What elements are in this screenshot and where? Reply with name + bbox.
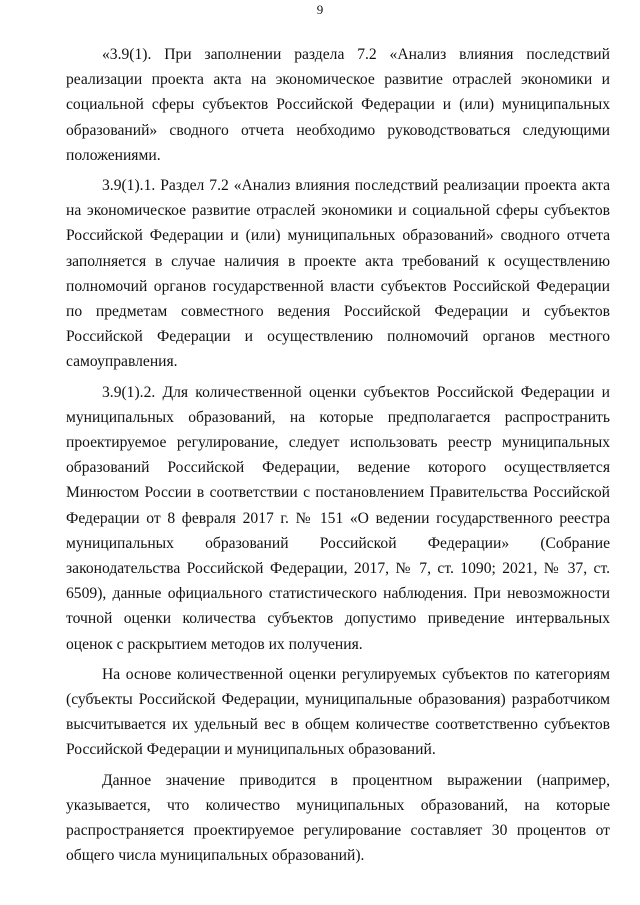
paragraph-percent-expression: Данное значение приводится в процентном выражении (например, указывается, что количество муниципальных образований, на которые распространяется проектируемое регулирование составляет 30 процентов от общего числа муниципальных образований). — [66, 771, 610, 865]
paragraph-share-calculation: На основе количественной оценки регулируемых субъектов по категориям (субъекты Российской Федерации, муниципальные образования) разработчиком высчитывается их удельный вес в общем количестве соответственно субъектов Российской Федерации и муниципальных образований. — [66, 665, 610, 759]
paragraph-3-9-1-1: 3.9(1).1. Раздел 7.2 «Анализ влияния последствий реализации проекта акта на экономическое развитие отраслей экономики и социальной сферы субъектов Российской Федерации и (или) муниципальных образований» сводного отчета заполняется в случае наличия в проекте акта требований к осуществлению полномочий органов государственной власти субъектов Российской Федерации по предметам совместного ведения Российской Федерации и субъектов Российской Федерации и осуществлению полномочий органов местного самоуправления. — [66, 177, 610, 371]
paragraph-3-9-1: «3.9(1). При заполнении раздела 7.2 «Анализ влияния последствий реализации проекта акта на экономическое развитие отраслей экономики и социальной сферы субъектов Российской Федерации и (или) муниципальных образований» сводного отчета необходимо руководствоваться следующими положениями. — [66, 46, 610, 164]
paragraph-3-9-1-2: 3.9(1).2. Для количественной оценки субъектов Российской Федерации и муниципальных образований, на которые предполагается распространить проектируемое регулирование, следует использовать реестр муниципальных образований Российской Федерации, ведение которого осуществляется Минюстом России в соответствии с постановлением Правительства Российской Федерации от 8 февраля 2017 г. № 151 «О ведении государственного реестра муниципальных образований Российской Федерации» (Собрание законодательства Российской Федерации, 2017, № 7, ст. 1090; 2021, № 37, ст. 6509), данные официального статистического наблюдения. При невозможности точной оценки количества субъектов допустимо приведение интервальных оценок с раскрытием методов их получения. — [66, 383, 610, 653]
page-number: 9 — [316, 2, 324, 17]
document-body — [66, 42, 610, 869]
